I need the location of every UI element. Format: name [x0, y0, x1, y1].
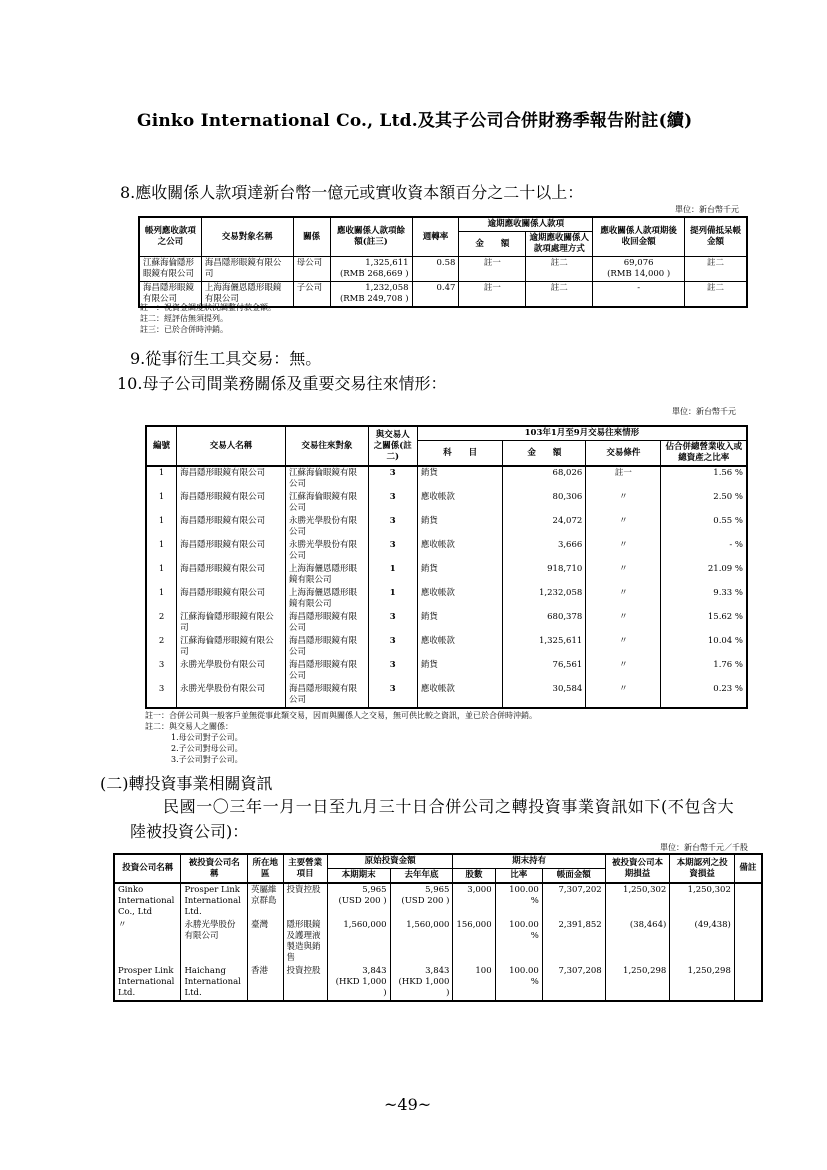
cell-item: 銷貨 — [417, 515, 503, 539]
cell-relation: 3 — [368, 659, 417, 683]
cell-party: 永勝光學股份有限公司 — [177, 683, 286, 708]
table-row — [146, 563, 747, 587]
th-shares: 股數 — [453, 869, 495, 884]
th-orig-last: 去年年底 — [390, 869, 453, 884]
section8-unit: 單位：新台幣千元 — [675, 205, 739, 214]
cell-location: 臺灣 — [247, 919, 283, 965]
cell-no: 1 — [146, 539, 177, 563]
th-investee: 被投資公司名稱 — [181, 854, 247, 883]
th-collected: 應收關係人款項期後收回金額 — [593, 217, 685, 257]
cell-business: 投資控股 — [283, 883, 327, 919]
cell-counterparty: 海昌隱形眼鏡有限公司 — [286, 683, 369, 708]
cell-counterparty: 上海海儷恩隱形眼鏡有限公司 — [286, 587, 369, 611]
cell-investor: Ginko International Co., Ltd — [114, 883, 181, 919]
cell-no: 3 — [146, 683, 177, 708]
cell-pct: 100.00 % — [495, 919, 542, 965]
cell-business: 隱形眼鏡及護理液製造與銷售 — [283, 919, 327, 965]
th-overdue-amount: 金 額 — [459, 232, 526, 257]
cell-item: 銷貨 — [417, 659, 503, 683]
cell-relation: 1 — [368, 587, 417, 611]
cell-location: 英屬維京群島 — [247, 883, 283, 919]
cell-pl: 1,250,298 — [605, 965, 670, 1001]
cell-ratio: 21.09 % — [661, 563, 747, 587]
cell-terms: 〃 — [586, 683, 661, 708]
table-row — [146, 683, 747, 708]
cell-item: 應收帳款 — [417, 587, 503, 611]
cell-party: 海昌隱形眼鏡有限公司 — [177, 491, 286, 515]
cell-party: 海昌隱形眼鏡有限公司 — [177, 563, 286, 587]
cell-amount: 30,584 — [503, 683, 586, 708]
section9-heading: 9.從事衍生工具交易：無。 — [130, 349, 322, 368]
cell-investee: Haichang International Ltd. — [181, 965, 247, 1001]
cell-no: 2 — [146, 635, 177, 659]
cell-remark — [734, 965, 762, 1001]
cell-amount: 3,666 — [503, 539, 586, 563]
table-row — [139, 257, 747, 282]
th-remark: 備註 — [734, 854, 762, 883]
cell-amount: 680,378 — [503, 611, 586, 635]
cell-relation: 3 — [368, 466, 417, 491]
section10-heading: 10.母子公司間業務關係及重要交易往來情形： — [117, 374, 447, 393]
cell-investee: Prosper Link International Ltd. — [181, 883, 247, 919]
th-group: 103年1月至9月交易往來情形 — [417, 426, 747, 441]
cell-orig-last: 5,965 (USD 200 ) — [390, 883, 453, 919]
cell-counterparty: 江蘇海倫眼鏡有限公司 — [286, 491, 369, 515]
cell-recognized: 1,250,298 — [670, 965, 735, 1001]
th-end-group: 期末持有 — [453, 854, 605, 869]
cell-recognized: 1,250,302 — [670, 883, 735, 919]
cell-party: 江蘇海倫隱形眼鏡有限公司 — [177, 611, 286, 635]
cell-ratio: 1.56 % — [661, 466, 747, 491]
cell-remark — [734, 883, 762, 919]
th-company: 帳列應收款項之公司 — [139, 217, 201, 257]
cell-amount: 80,306 — [503, 491, 586, 515]
cell-relation: 3 — [368, 683, 417, 708]
th-overdue-group: 逾期應收關係人款項 — [459, 217, 593, 232]
table-row — [146, 659, 747, 683]
table-row — [146, 611, 747, 635]
th-no: 編號 — [146, 426, 177, 466]
cell-no: 3 — [146, 659, 177, 683]
cell-book: 7,307,208 — [542, 965, 605, 1001]
cell-turnover: 0.47 — [412, 282, 459, 308]
cell-remark — [734, 919, 762, 965]
cell-ratio: 0.23 % — [661, 683, 747, 708]
cell-amount: 918,710 — [503, 563, 586, 587]
th-book: 帳面金額 — [542, 869, 605, 884]
cell-terms: 註一 — [586, 466, 661, 491]
cell-no: 1 — [146, 515, 177, 539]
section10-unit: 單位：新台幣千元 — [672, 407, 736, 416]
cell-ratio: 15.62 % — [661, 611, 747, 635]
intercompany-table — [145, 425, 748, 709]
cell-party: 海昌隱形眼鏡有限公司 — [177, 466, 286, 491]
cell-relation: 子公司 — [293, 282, 330, 308]
th-relation: 關係 — [293, 217, 330, 257]
section-b-unit: 單位：新台幣千元／千股 — [660, 843, 748, 852]
cell-item: 應收帳款 — [417, 491, 503, 515]
cell-counterparty: 永勝光學股份有限公司 — [286, 515, 369, 539]
cell-terms: 〃 — [586, 539, 661, 563]
cell-orig-current: 3,843 (HKD 1,000 ) — [327, 965, 390, 1001]
cell-relation: 3 — [368, 635, 417, 659]
cell-orig-last: 3,843 (HKD 1,000 ) — [390, 965, 453, 1001]
page-number: ~49~ — [384, 1095, 432, 1114]
cell-shares: 3,000 — [453, 883, 495, 919]
section-b-heading: (二)轉投資事業相關資訊 — [100, 774, 273, 793]
cell-no: 1 — [146, 587, 177, 611]
cell-no: 1 — [146, 491, 177, 515]
cell-no: 1 — [146, 563, 177, 587]
cell-ratio: 9.33 % — [661, 587, 747, 611]
cell-pct: 100.00 % — [495, 883, 542, 919]
cell-overdue-method: 註二 — [526, 257, 593, 282]
section8-notes: 註一：視資金調度狀況調整付款金額。 註二：經評估無須提列。 註三：已於合併時沖銷。 — [140, 303, 276, 334]
th-location: 所在地區 — [247, 854, 283, 883]
th-counterparty: 交易往來對象 — [286, 426, 369, 466]
cell-company: 江蘇海倫隱形眼鏡有限公司 — [139, 257, 201, 282]
cell-pct: 100.00 % — [495, 965, 542, 1001]
cell-item: 應收帳款 — [417, 539, 503, 563]
th-orig-group: 原始投資金額 — [327, 854, 453, 869]
cell-shares: 156,000 — [453, 919, 495, 965]
cell-counterparty: 江蘇海倫眼鏡有限公司 — [286, 466, 369, 491]
cell-shares: 100 — [453, 965, 495, 1001]
cell-turnover: 0.58 — [412, 257, 459, 282]
cell-amount: 68,026 — [503, 466, 586, 491]
page-title: Ginko International Co., Ltd.及其子公司合併財務季報告附註(續) — [137, 111, 693, 131]
cell-orig-current: 5,965 (USD 200 ) — [327, 883, 390, 919]
cell-no: 2 — [146, 611, 177, 635]
cell-investor: 〃 — [114, 919, 181, 965]
cell-counterparty: 永勝光學股份有限公司 — [286, 539, 369, 563]
cell-relation: 1 — [368, 563, 417, 587]
th-investor: 投資公司名稱 — [114, 854, 181, 883]
cell-item: 應收帳款 — [417, 683, 503, 708]
cell-overdue-amount: 註一 — [459, 282, 526, 308]
section10-notes: 註一：合併公司與一般客戶並無從事此類交易，因而與關係人之交易，無可供比較之資訊，並已於合併時沖銷。 註二：與交易人之關係： 1.母公司對子公司。 2.子公司對母公司。 3.子公司對子公司。 — [145, 711, 537, 764]
cell-relation: 3 — [368, 515, 417, 539]
cell-terms: 〃 — [586, 563, 661, 587]
cell-investee: 永勝光學股份有限公司 — [181, 919, 247, 965]
cell-location: 香港 — [247, 965, 283, 1001]
cell-ratio: 0.55 % — [661, 515, 747, 539]
cell-recognized: (49,438) — [670, 919, 735, 965]
cell-party: 海昌隱形眼鏡有限公司 — [177, 587, 286, 611]
cell-item: 銷貨 — [417, 466, 503, 491]
cell-terms: 〃 — [586, 491, 661, 515]
table-row — [146, 587, 747, 611]
cell-collected: 69,076 (RMB 14,000 ) — [593, 257, 685, 282]
cell-company: 海昌隱形眼鏡有限公司 — [139, 282, 201, 308]
th-amount: 金 額 — [503, 441, 586, 467]
cell-balance: 1,232,058 (RMB 249,708 ) — [330, 282, 412, 308]
investment-table — [113, 853, 763, 1002]
cell-ratio: 1.76 % — [661, 659, 747, 683]
cell-orig-current: 1,560,000 — [327, 919, 390, 965]
table-row — [114, 965, 762, 1001]
cell-party: 海昌隱形眼鏡有限公司 — [177, 539, 286, 563]
cell-party: 海昌隱形眼鏡有限公司 — [177, 515, 286, 539]
cell-collected: - — [593, 282, 685, 308]
th-counterparty: 交易對象名稱 — [201, 217, 293, 257]
cell-relation: 3 — [368, 539, 417, 563]
table-row — [146, 515, 747, 539]
section-b-para2: 陸被投資公司)： — [130, 822, 249, 841]
cell-relation: 3 — [368, 611, 417, 635]
th-ratio: 佔合併總營業收入或總資產之比率 — [661, 441, 747, 467]
th-relation: 與交易人之關係(註二) — [368, 426, 417, 466]
cell-terms: 〃 — [586, 515, 661, 539]
cell-amount: 24,072 — [503, 515, 586, 539]
table-row — [146, 635, 747, 659]
cell-overdue-amount: 註一 — [459, 257, 526, 282]
th-pct: 比率 — [495, 869, 542, 884]
cell-ratio: 2.50 % — [661, 491, 747, 515]
cell-ratio: 10.04 % — [661, 635, 747, 659]
cell-relation: 母公司 — [293, 257, 330, 282]
cell-item: 銷貨 — [417, 611, 503, 635]
cell-allowance: 註二 — [685, 257, 747, 282]
th-orig-current: 本期期末 — [327, 869, 390, 884]
th-allowance: 提列備抵呆帳金額 — [685, 217, 747, 257]
table-row — [114, 883, 762, 919]
cell-pl: (38,464) — [605, 919, 670, 965]
cell-party: 永勝光學股份有限公司 — [177, 659, 286, 683]
th-terms: 交易條件 — [586, 441, 661, 467]
cell-ratio: - % — [661, 539, 747, 563]
cell-terms: 〃 — [586, 635, 661, 659]
cell-terms: 〃 — [586, 611, 661, 635]
cell-no: 1 — [146, 466, 177, 491]
cell-book: 7,307,202 — [542, 883, 605, 919]
th-item: 科 目 — [417, 441, 503, 467]
cell-terms: 〃 — [586, 659, 661, 683]
cell-counterparty: 上海海儷恩隱形眼鏡有限公司 — [286, 563, 369, 587]
cell-counterparty: 海昌隱形眼鏡有限公司 — [201, 257, 293, 282]
cell-allowance: 註二 — [685, 282, 747, 308]
cell-investor: Prosper Link International Ltd. — [114, 965, 181, 1001]
cell-overdue-method: 註二 — [526, 282, 593, 308]
cell-business: 投資控股 — [283, 965, 327, 1001]
th-business: 主要營業項目 — [283, 854, 327, 883]
cell-item: 銷貨 — [417, 563, 503, 587]
section8-heading: 8.應收關係人款項達新台幣一億元或實收資本額百分之二十以上： — [120, 183, 584, 202]
cell-relation: 3 — [368, 491, 417, 515]
table-row — [114, 919, 762, 965]
cell-counterparty: 海昌隱形眼鏡有限公司 — [286, 659, 369, 683]
th-overdue-method: 逾期應收關係人款項處理方式 — [526, 232, 593, 257]
th-balance: 應收關係人款項餘額(註三) — [330, 217, 412, 257]
cell-counterparty: 海昌隱形眼鏡有限公司 — [286, 635, 369, 659]
th-pl: 被投資公司本期損益 — [605, 854, 670, 883]
cell-pl: 1,250,302 — [605, 883, 670, 919]
table-row — [146, 491, 747, 515]
cell-amount: 1,325,611 — [503, 635, 586, 659]
cell-amount: 76,561 — [503, 659, 586, 683]
cell-item: 應收帳款 — [417, 635, 503, 659]
cell-terms: 〃 — [586, 587, 661, 611]
receivables-table — [138, 216, 748, 308]
cell-counterparty: 上海海儷恩隱形眼鏡有限公司 — [201, 282, 293, 308]
cell-party: 江蘇海倫隱形眼鏡有限公司 — [177, 635, 286, 659]
cell-amount: 1,232,058 — [503, 587, 586, 611]
cell-counterparty: 海昌隱形眼鏡有限公司 — [286, 611, 369, 635]
cell-balance: 1,325,611 (RMB 268,669 ) — [330, 257, 412, 282]
cell-book: 2,391,852 — [542, 919, 605, 965]
cell-orig-last: 1,560,000 — [390, 919, 453, 965]
th-turnover: 週轉率 — [412, 217, 459, 257]
th-recognized: 本期認列之投資損益 — [670, 854, 735, 883]
table-row — [146, 539, 747, 563]
table-row — [146, 466, 747, 491]
th-party: 交易人名稱 — [177, 426, 286, 466]
section-b-para1: 民國一〇三年一月一日至九月三十日合併公司之轉投資事業資訊如下(不包含大 — [163, 797, 735, 816]
